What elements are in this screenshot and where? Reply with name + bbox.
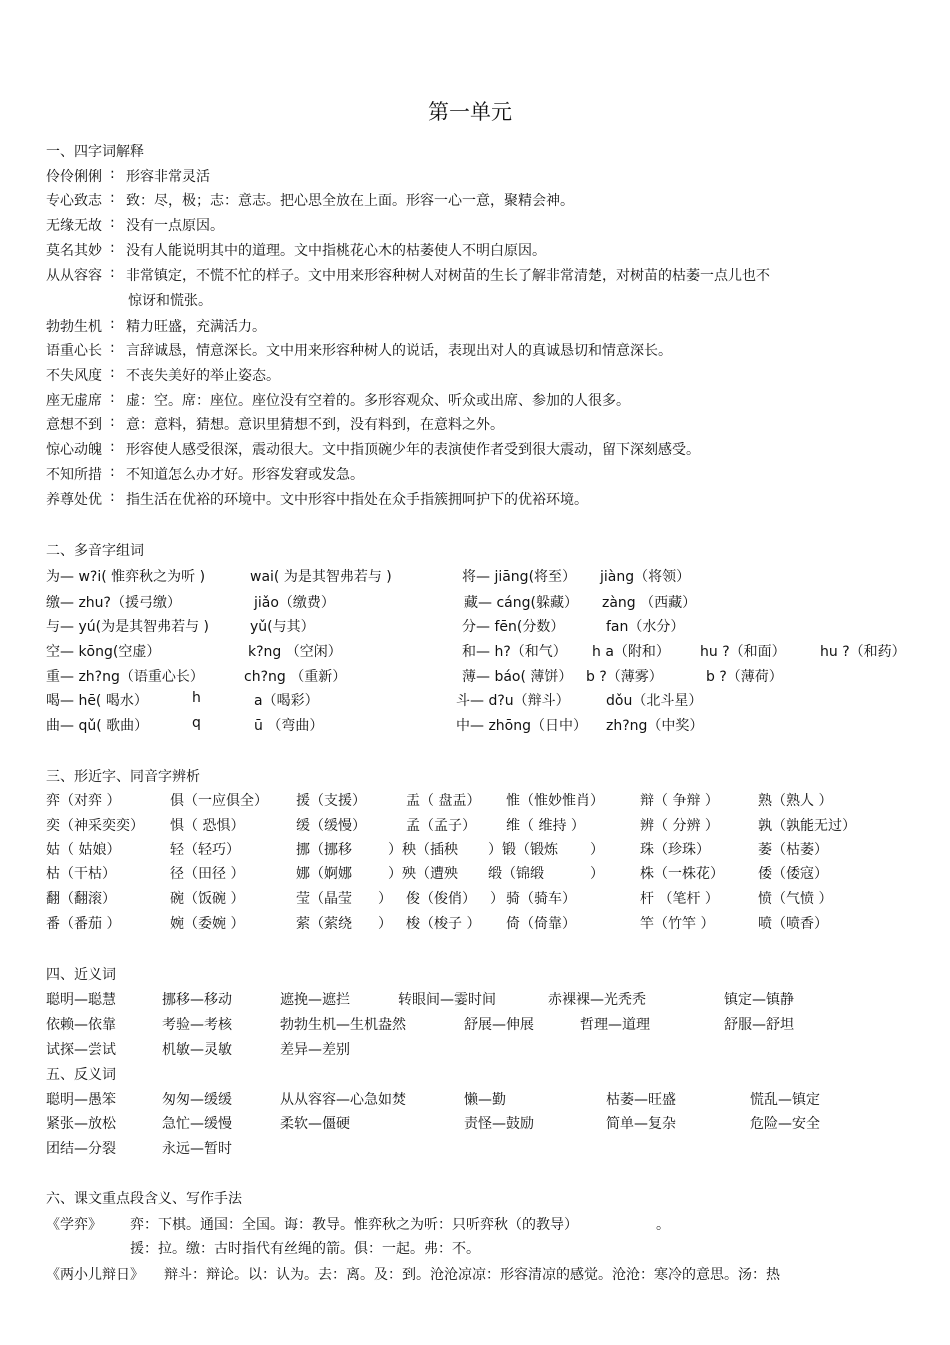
polyphone-entry: b ?（薄荷） — [706, 669, 783, 685]
char-entry: 缓（缓慢） — [296, 818, 366, 834]
char-entry: 轻（轻巧） — [170, 842, 240, 858]
char-entry: 辨（ 分辨 ） — [640, 818, 719, 834]
idiom-term: 伶伶俐俐 — [46, 169, 102, 185]
polyphone-entry: k?ng （空闲） — [248, 644, 342, 660]
idiom-colon: : — [110, 265, 115, 281]
char-entry: 杆 （笔杆 ） — [640, 891, 719, 907]
idiom-definition: 非常镇定，不慌不忙的样子。文中用来形容种树人对树苗的生长了解非常清楚，对树苗的枯萎一点儿也不 — [126, 268, 770, 284]
page-title: 第一单元 — [428, 100, 512, 124]
lesson-title-xueyi: 《学弈》 — [46, 1217, 102, 1233]
char-entry: 挪（挪移 — [296, 842, 352, 858]
polyphone-entry: hu ?（和药） — [820, 644, 906, 660]
idiom-definition: 意：意料，猜想。意识里猜想不到，没有料到，在意料之外。 — [126, 417, 504, 433]
polyphone-entry: a（喝彩） — [254, 693, 319, 709]
polyphone-entry: 分— fēn(分数） — [462, 619, 565, 635]
idiom-colon: : — [110, 215, 115, 231]
idiom-term: 莫名其妙 — [46, 243, 102, 259]
idiom-term: 语重心长 — [46, 343, 102, 359]
word-pair: 危险—安全 — [750, 1116, 820, 1132]
section-6-heading: 六、课文重点段含义、写作手法 — [46, 1191, 242, 1207]
char-bracket: ） — [590, 866, 604, 882]
char-entry: 熟（熟人 ） — [758, 793, 833, 809]
idiom-definition-cont: 惊讶和慌张。 — [128, 293, 212, 309]
section-4-heading: 四、近义词 — [46, 967, 116, 983]
char-entry: 珠（珍珠） — [640, 842, 710, 858]
char-entry: 枯（干枯） — [46, 866, 116, 882]
idiom-colon: : — [110, 316, 115, 332]
polyphone-entry: wai( 为是其智弗若与 ) — [250, 569, 392, 585]
char-entry: 倚（倚靠） — [506, 916, 576, 932]
word-pair: 懒—勤 — [464, 1092, 506, 1108]
char-entry: 盂（ 盘盂） — [406, 793, 481, 809]
polyphone-entry: 缴— zhu?（援弓缴） — [46, 595, 181, 611]
polyphone-entry: h a（附和） — [592, 644, 670, 660]
idiom-definition: 精力旺盛，充满活力。 — [126, 319, 266, 335]
idiom-definition: 形容非常灵活 — [126, 169, 210, 185]
word-pair: 团结—分裂 — [46, 1141, 116, 1157]
word-pair: 聪明—愚笨 — [46, 1092, 116, 1108]
polyphone-entry: zh?ng（中奖） — [606, 718, 704, 734]
idiom-colon: : — [110, 439, 115, 455]
polyphone-entry: 与— yú(为是其智弗若与 ) — [46, 619, 209, 635]
char-entry: ）锻（锻炼 — [488, 842, 558, 858]
word-pair: 简单—复杂 — [606, 1116, 676, 1132]
char-entry: 辩（ 争辩 ） — [640, 793, 719, 809]
polyphone-entry: 空— kōng(空虚） — [46, 644, 161, 660]
char-bracket: ） — [378, 916, 392, 932]
polyphone-entry: q — [192, 715, 201, 731]
polyphone-entry: 为— w?i( 惟弈秋之为听 ) — [46, 569, 206, 585]
word-pair: 勃勃生机—生机盎然 — [280, 1017, 406, 1033]
lesson-title-liangxiaoer: 《两小儿辩日》 — [46, 1267, 144, 1283]
polyphone-entry: ū （弯曲） — [254, 718, 324, 734]
char-entry: 株（一株花） — [640, 866, 724, 882]
char-bracket: ） — [490, 891, 504, 907]
section-3-heading: 三、形近字、同音字辨析 — [46, 769, 200, 785]
polyphone-entry: 斗— d?u（辩斗） — [456, 693, 570, 709]
polyphone-entry: 薄— báo( 薄饼） — [462, 669, 573, 685]
polyphone-entry: 重— zh?ng（语重心长） — [46, 669, 204, 685]
char-entry: ）殃（遭殃 — [388, 866, 458, 882]
char-entry: 援（支援） — [296, 793, 366, 809]
polyphone-entry: 中— zhōng（日中） — [456, 718, 587, 734]
word-pair: 考验—考核 — [162, 1017, 232, 1033]
word-pair: 挪移—移动 — [162, 992, 232, 1008]
word-pair: 紧张—放松 — [46, 1116, 116, 1132]
char-entry: 惧（ 恐惧） — [170, 818, 245, 834]
idiom-term: 惊心动魄 — [46, 442, 102, 458]
polyphone-entry: 将— jiāng(将至） — [462, 569, 577, 585]
polyphone-entry: 和— h?（和气） — [462, 644, 567, 660]
char-entry: 萦（萦绕 — [296, 916, 352, 932]
char-entry: 缎（锦缎 — [488, 866, 544, 882]
word-pair: 机敏—灵敏 — [162, 1042, 232, 1058]
word-pair: 匆匆—缓缓 — [162, 1092, 232, 1108]
char-entry: 碗（饭碗 ） — [170, 891, 245, 907]
word-pair: 枯萎—旺盛 — [606, 1092, 676, 1108]
polyphone-entry: dǒu（北斗星） — [606, 693, 703, 709]
word-pair: 聪明—聪慧 — [46, 992, 116, 1008]
polyphone-entry: b ?（薄雾） — [586, 669, 663, 685]
word-pair: 镇定—镇静 — [724, 992, 794, 1008]
char-entry: 竿（竹竿 ） — [640, 916, 715, 932]
idiom-term: 座无虚席 — [46, 393, 102, 409]
idiom-definition: 不丧失美好的举止姿态。 — [126, 368, 280, 384]
char-entry: 骑（骑车） — [506, 891, 576, 907]
polyphone-entry: h — [192, 690, 201, 706]
char-entry: 娜（婀娜 — [296, 866, 352, 882]
char-entry: 梭（梭子 ） — [406, 916, 481, 932]
idiom-colon: : — [110, 190, 115, 206]
word-pair: 永远—暂时 — [162, 1141, 232, 1157]
idiom-colon: : — [110, 340, 115, 356]
char-entry: 孰（孰能无过） — [758, 818, 856, 834]
char-entry: 孟（孟子） — [406, 818, 476, 834]
char-entry: 翻（翻滚） — [46, 891, 116, 907]
polyphone-entry: hu ?（和面） — [700, 644, 786, 660]
lesson-note: 援：拉。缴：古时指代有丝绳的箭。俱：一起。弗：不。 — [130, 1241, 480, 1257]
idiom-term: 意想不到 — [46, 417, 102, 433]
idiom-term: 从从容容 — [46, 268, 102, 284]
char-entry: 俊（俊俏） — [406, 891, 476, 907]
idiom-colon: : — [110, 390, 115, 406]
section-5-heading: 五、反义词 — [46, 1067, 116, 1083]
char-entry: 弈（对弈 ） — [46, 793, 121, 809]
lesson-note: 弈：下棋。通国：全国。诲：教导。惟弈秋之为听：只听弈秋（的教导） — [130, 1217, 578, 1233]
lesson-note: 辩斗：辩论。以：认为。去：离。及：到。沧沧凉凉：形容清凉的感觉。沧沧：寒冷的意思。汤：热 — [164, 1267, 780, 1283]
char-entry: 番（番茄 ） — [46, 916, 121, 932]
idiom-term: 专心致志 — [46, 193, 102, 209]
word-pair: 赤裸裸—光秃秃 — [548, 992, 646, 1008]
word-pair: 急忙—缓慢 — [162, 1116, 232, 1132]
idiom-definition: 虚：空。席：座位。座位没有空着的。多形容观众、听众或出席、参加的人很多。 — [126, 393, 630, 409]
word-pair: 转眼间—霎时间 — [398, 992, 496, 1008]
idiom-definition: 言辞诚恳，情意深长。文中用来形容种树人的说话，表现出对人的真诚恳切和情意深长。 — [126, 343, 672, 359]
char-entry: 径（田径 ） — [170, 866, 245, 882]
word-pair: 责怪—鼓励 — [464, 1116, 534, 1132]
idiom-term: 无缘无故 — [46, 218, 102, 234]
char-entry: 维（ 维持 ） — [506, 818, 585, 834]
idiom-definition: 没有一点原因。 — [126, 218, 224, 234]
section-2-heading: 二、多音字组词 — [46, 543, 144, 559]
idiom-colon: : — [110, 365, 115, 381]
polyphone-entry: jiàng（将领） — [600, 569, 691, 585]
idiom-term: 不知所措 — [46, 467, 102, 483]
word-pair: 试探—尝试 — [46, 1042, 116, 1058]
idiom-colon: : — [110, 464, 115, 480]
idiom-colon: : — [110, 166, 115, 182]
polyphone-entry: 喝— hē( 喝水） — [46, 693, 148, 709]
idiom-colon: : — [110, 240, 115, 256]
char-entry: 莹（晶莹 — [296, 891, 352, 907]
idiom-term: 养尊处优 — [46, 492, 102, 508]
char-entry: 愤（气愤 ） — [758, 891, 833, 907]
char-entry: 倭（倭寇） — [758, 866, 828, 882]
char-entry: 姑（ 姑娘） — [46, 842, 121, 858]
idiom-term: 不失风度 — [46, 368, 102, 384]
polyphone-entry: 曲— qǔ( 歌曲） — [46, 718, 149, 734]
section-1-heading: 一、四字词解释 — [46, 144, 144, 160]
idiom-definition: 形容使人感受很深，震动很大。文中指顶碗少年的表演使作者受到很大震动，留下深刻感受。 — [126, 442, 700, 458]
word-pair: 从从容容—心急如焚 — [280, 1092, 406, 1108]
char-entry: 萎（枯萎） — [758, 842, 828, 858]
idiom-definition: 致：尽，极；志：意志。把心思全放在上面。形容一心一意，聚精会神。 — [126, 193, 574, 209]
word-pair: 舒展—伸展 — [464, 1017, 534, 1033]
char-entry: 喷（喷香） — [758, 916, 828, 932]
word-pair: 柔软—僵硬 — [280, 1116, 350, 1132]
idiom-definition: 不知道怎么办才好。形容发窘或发急。 — [126, 467, 364, 483]
word-pair: 差异—差别 — [280, 1042, 350, 1058]
char-entry: 俱（一应俱全） — [170, 793, 268, 809]
idiom-colon: : — [110, 414, 115, 430]
word-pair: 遮挽—遮拦 — [280, 992, 350, 1008]
word-pair: 依赖—依靠 — [46, 1017, 116, 1033]
char-entry: 惟（惟妙惟肖） — [506, 793, 604, 809]
idiom-colon: : — [110, 489, 115, 505]
polyphone-entry: ch?ng （重新） — [244, 669, 347, 685]
polyphone-entry: fan（水分） — [606, 619, 685, 635]
char-entry: 婉（委婉 ） — [170, 916, 245, 932]
char-bracket: ） — [378, 891, 392, 907]
word-pair: 哲理—道理 — [580, 1017, 650, 1033]
idiom-term: 勃勃生机 — [46, 319, 102, 335]
char-bracket: ） — [590, 842, 604, 858]
idiom-definition: 指生活在优裕的环境中。文中形容中指处在众手指簇拥呵护下的优裕环境。 — [126, 492, 588, 508]
char-entry: ）秧（插秧 — [388, 842, 458, 858]
polyphone-entry: jiǎo（缴费） — [254, 595, 335, 611]
polyphone-entry: yǔ(与其） — [250, 619, 315, 635]
lesson-note-end: 。 — [656, 1217, 670, 1233]
polyphone-entry: 藏— cáng(躲藏） — [464, 595, 578, 611]
word-pair: 慌乱—镇定 — [750, 1092, 820, 1108]
polyphone-entry: zàng （西藏） — [602, 595, 697, 611]
idiom-definition: 没有人能说明其中的道理。文中指桃花心木的枯萎使人不明白原因。 — [126, 243, 546, 259]
word-pair: 舒服—舒坦 — [724, 1017, 794, 1033]
char-entry: 奕（神采奕奕） — [46, 818, 144, 834]
